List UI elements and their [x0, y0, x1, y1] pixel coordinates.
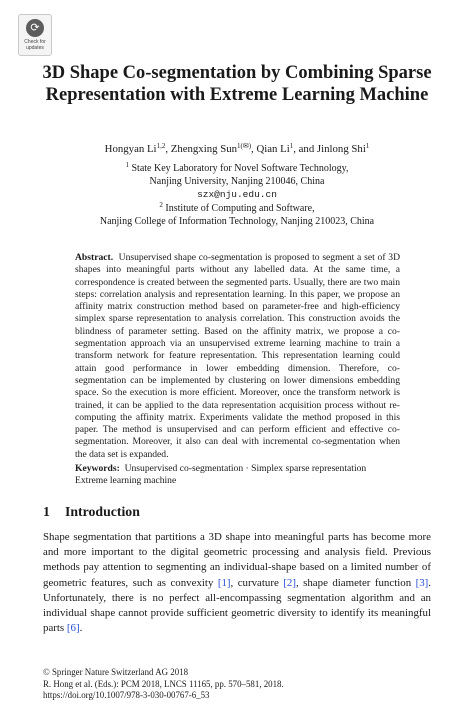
keywords-line1: Unsupervised co-segmentation · Simplex sparse representation: [124, 463, 367, 474]
publication-footer: [43, 667, 433, 702]
author-affiliation-mark: 1: [365, 142, 370, 150]
author-affiliation-mark: 1,2: [156, 142, 166, 150]
refresh-icon: ⟳: [26, 19, 44, 37]
affiliation-2-line1: Institute of Computing and Software,: [165, 202, 315, 214]
section-heading: [43, 504, 140, 520]
author-affiliation-mark: 1: [289, 142, 294, 150]
keywords-line2: Extreme learning machine: [75, 475, 177, 487]
affiliation-2-line2: Nanjing College of Information Technology, Nanjing 210023, China: [99, 215, 375, 227]
keywords-label: Keywords:: [75, 463, 120, 474]
intro-paragraph: Shape segmentation that partitions a 3D shape into meaningful parts has become more and more important to the digital geometric processing and analysis field. Previous methods pay attention to segmenting an individual-shape based on a limited number of geometric features, such as convexity [1], curvature [2], shape diameter function [3]. Unfortunately, there is no perfect all-encompassing segmentation algorithm and an individual shape cannot provide sufficient geometric diversity to identify its meaningful parts [6].: [43, 531, 431, 635]
author-affiliation-mark: 1(✉): [237, 142, 252, 150]
affiliation-mark: 2: [159, 200, 163, 209]
citation-link[interactable]: [3]: [415, 576, 429, 589]
affiliation-1-line1: State Key Laboratory for Novel Software Technology,: [131, 163, 349, 174]
paper-title: 3D Shape Co-segmentation by Combining Sparse Representation with Extreme Learning Machine: [42, 63, 432, 105]
author-name: Zhengxing Sun: [170, 143, 237, 155]
citation-link[interactable]: [6]: [66, 622, 80, 635]
citation-line: R. Hong et al. (Eds.): PCM 2018, LNCS 11165, pp. 570–581, 2018.: [43, 678, 284, 689]
author-list: Hongyan Li$^{1,2}$, Zhengxing Sun$^{1(✉)}$, Qian Li$^1$, and Jinlong Shi$^1$: [104, 142, 370, 155]
author-name: Qian Li: [256, 143, 290, 155]
abstract-label: Abstract.: [75, 252, 114, 263]
author-name: Jinlong Shi: [316, 143, 366, 155]
corresponding-email[interactable]: szx@nju.edu.cn: [197, 189, 277, 201]
citation-link[interactable]: [1]: [217, 576, 231, 589]
citation-link[interactable]: [2]: [283, 576, 296, 589]
affiliation-mark: 1: [125, 161, 129, 169]
section-title: Introduction: [65, 504, 140, 519]
affiliation-1-line2: Nanjing University, Nanjing 210046, China: [149, 176, 325, 188]
copyright-line: © Springer Nature Switzerland AG 2018: [43, 667, 189, 677]
section-number: 1: [43, 504, 50, 519]
author-name: Hongyan Li: [104, 143, 157, 155]
keywords: [75, 463, 405, 488]
badge-label: Check for updates: [24, 39, 46, 51]
check-for-updates-badge[interactable]: [18, 14, 52, 56]
abstract-text: Unsupervised shape co-segmentation is proposed to segment a set of 3D shapes into meaningful parts without any labelled data. At the same time, a correspondence is created between the segmented parts. Usually, there are two main steps: correlation analysis and representation learning. In this paper, we propose an affinity matrix construction method based on parameter-free and high-efficiency simplex sparse representation to analysis correlation. This construction avoids the blindness of parameter setting. Based on the affinity matrix, we propose a co-segmentation approach via an unsupervised extreme learning machine to train a transform network for feature representation. This representation learning could attain good performance in lower embedding dimension. Therefore, co-segmentation can be implemented by clustering on lower dimensions embedding space. So the execution is more efficient. Moreover, once the transform network is trained, it can be applied to the data representation acquisition process without re-computing the affinity matrix. Experiments validate the method proposed in this paper. The method is unsupervised and can perform efficient and effective co-segmentation. Moreover, it also can deal with incremental co-segmentation when the data set is expanded.: [75, 252, 401, 460]
abstract: [75, 252, 400, 461]
affiliations: [20, 162, 454, 228]
doi-link[interactable]: https://doi.org/10.1007/978-3-030-00767-6_53: [43, 690, 210, 700]
